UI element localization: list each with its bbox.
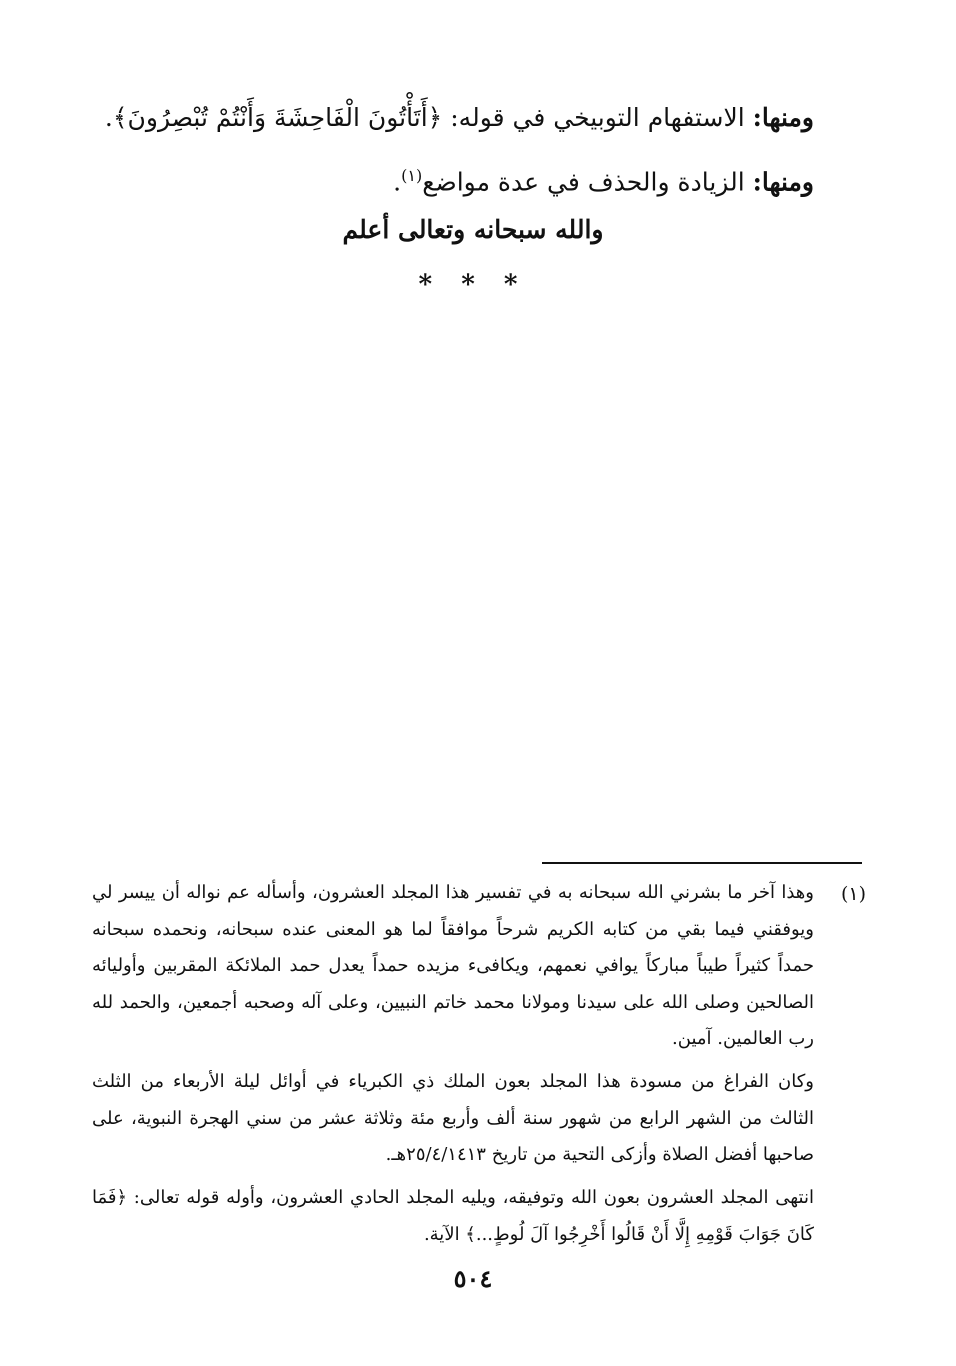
page-number: ٥٠٤ [453, 1264, 493, 1293]
footnote-paragraph: وهذا آخر ما بشرني الله سبحانه به في تفسير هذا المجلد العشرون، وأسأله عم نواله أن ييسر لي ويوفقني فيما بقي من كتابه الكريم شرحاً موافقاً لما هو المعنى عنده سبحانه، ونحمده سبحانه حمداً كثيراً طيباً مباركاً يوافي نعمهم، ويكافىء مزيده حمداً يعدل حمد الملائكة المقربين وأوليائه الصالحين وصلى الله على سيدنا ومولانا محمد خاتم النبيين، وعلى آله وصحبه أجمعين، والحمد لله رب العالمين. آمين. [92, 882, 814, 1049]
section-separator: * * * [418, 270, 528, 300]
footnote-paragraph: انتهى المجلد العشرون بعون الله وتوفيقه، ويليه المجلد الحادي العشرون، وأوله قوله تعالى: ﴿فَمَا كَانَ جَوَابَ قَوْمِهِ إِلَّا أَنْ قَالُوا أَخْرِجُوا آلَ لُوطٍ...﴾ الآية. [92, 1187, 814, 1245]
body-line-lead: ومنها: [752, 167, 814, 197]
body-line-end: . [393, 167, 402, 197]
body-line-addition-deletion [114, 156, 814, 202]
body-line-text: الزيادة والحذف في عدة مواضع [422, 167, 753, 197]
footnote-marker: (١) [840, 883, 866, 905]
footnote-paragraph: وكان الفراغ من مسودة هذا المجلد بعون الملك ذي الكبرياء في أوائل ليلة الأربعاء من الثلث الثالث من الشهر الرابع من شهور سنة ألف وأربع مئة وثلاثة عشر من سني الهجرة النبوية، على صاحبها أفضل الصلاة وأزكى التحية من تاريخ ٢٥/٤/١٤١٣هـ. [92, 1071, 814, 1165]
body-line-lead: ومنها: [752, 103, 814, 132]
closing-phrase: والله سبحانه وتعالى أعلم [342, 215, 604, 244]
footnote-reference: (١) [401, 166, 423, 185]
footnote-divider [542, 862, 862, 864]
body-line-text: الاستفهام التوبيخي في قوله: ﴿أَتَأْتُونَ الْفَاحِشَةَ وَأَنْتُمْ تُبْصِرُونَ﴾. [104, 103, 753, 132]
body-line-interrogative [104, 98, 814, 138]
